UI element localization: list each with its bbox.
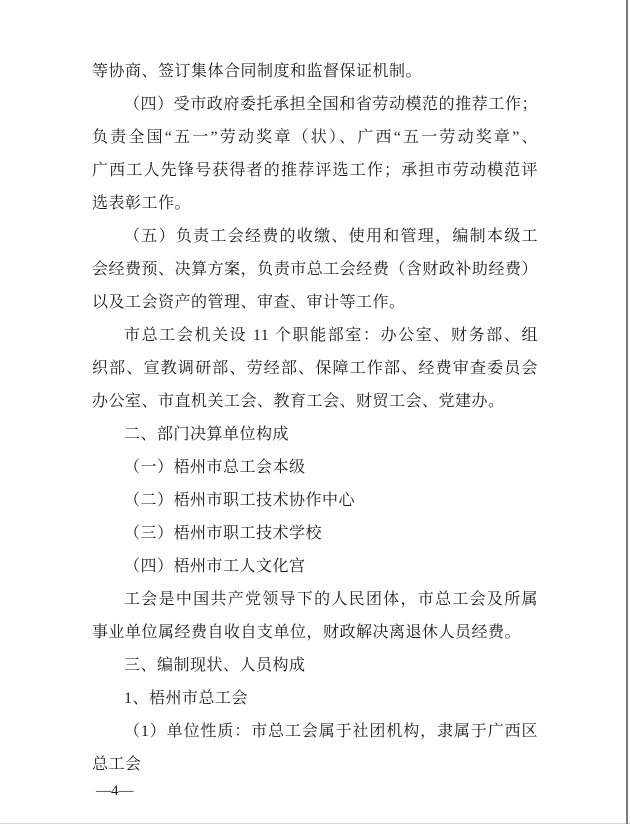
text-line: （四）受市政府委托承担全国和省劳动模范的推荐工作；	[124, 96, 538, 113]
text-line: （四）梧州市工人文化宫	[124, 558, 306, 575]
text-line: （1）单位性质：市总工会属于社团机构，隶属于广西区	[124, 723, 538, 740]
text-line: （二）梧州市职工技术协作中心	[124, 492, 356, 509]
text-line: 工会是中国共产党领导下的人民团体，市总工会及所属	[124, 591, 538, 608]
document-text-block	[92, 55, 538, 781]
text-line: 以及工会资产的管理、审查、审计等工作。	[92, 294, 406, 311]
page-right-edge-line	[626, 0, 628, 824]
text-line: 市总工会机关设 11 个职能部室：办公室、财务部、组	[124, 327, 538, 344]
text-line: 总工会	[92, 756, 142, 773]
text-line: 会经费预、决算方案，负责市总工会经费（含财政补助经费）	[92, 261, 538, 278]
text-line: 事业单位属经费自收自支单位，财政解决离退休人员经费。	[92, 624, 522, 641]
text-line: 选表彰工作。	[92, 195, 192, 212]
text-line: （三）梧州市职工技术学校	[124, 525, 323, 542]
text-line: 广西工人先锋号获得者的推荐评选工作；承担市劳动模范评	[92, 162, 538, 179]
text-line: 三、编制现状、人员构成	[124, 657, 306, 674]
page-number: —4—	[96, 783, 134, 799]
text-line: 等协商、签订集体合同制度和监督保证机制。	[92, 63, 423, 80]
text-line: 二、部门决算单位构成	[124, 426, 290, 443]
text-line: 1、梧州市总工会	[124, 690, 249, 707]
text-line: （五）负责工会经费的收缴、使用和管理，编制本级工	[124, 228, 538, 245]
text-line: 负责全国“五一”劳动奖章（状）、广西“五一劳动奖章”、	[92, 129, 538, 146]
text-line: 织部、宣教调研部、劳经部、保障工作部、经费审查委员会	[92, 360, 538, 377]
text-line: 办公室、市直机关工会、教育工会、财贸工会、党建办。	[92, 393, 505, 410]
text-line: （一）梧州市总工会本级	[124, 459, 306, 476]
